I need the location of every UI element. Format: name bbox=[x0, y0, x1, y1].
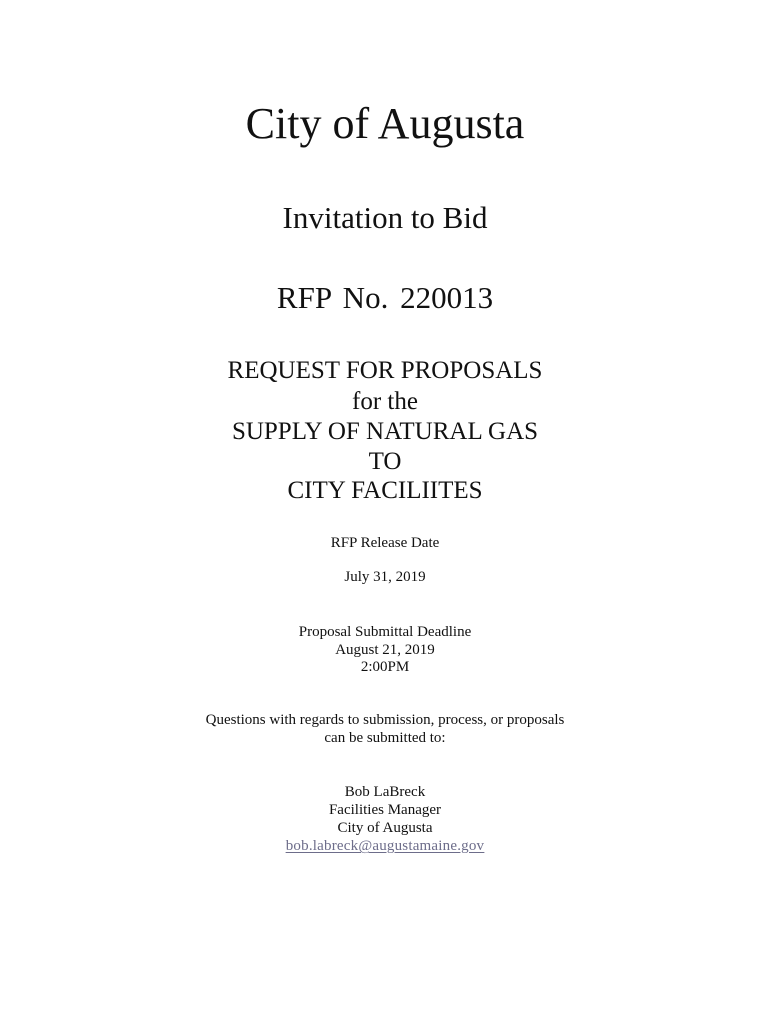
rfp-heading-line: SUPPLY OF NATURAL GAS bbox=[231, 418, 539, 445]
city-title: City of Augusta bbox=[245, 99, 525, 148]
release-date-value: July 31, 2019 bbox=[344, 569, 426, 585]
rfp-heading-line: REQUEST FOR PROPOSALS bbox=[227, 357, 543, 384]
contact-email-link[interactable]: bob.labreck@augustamaine.gov bbox=[285, 838, 485, 854]
contact-organization: City of Augusta bbox=[337, 820, 433, 836]
contact-title: Facilities Manager bbox=[328, 802, 442, 818]
rfp-number: RFP No. 220013 bbox=[276, 280, 494, 315]
deadline-label: Proposal Submittal Deadline bbox=[298, 624, 472, 640]
deadline-time: 2:00PM bbox=[360, 659, 410, 675]
rfp-heading-line: for the bbox=[352, 388, 418, 415]
release-date-label: RFP Release Date bbox=[330, 535, 440, 551]
deadline-date: August 21, 2019 bbox=[335, 642, 435, 658]
contact-name: Bob LaBreck bbox=[344, 784, 426, 800]
invitation-heading: Invitation to Bid bbox=[282, 200, 488, 235]
contact-email-line bbox=[0, 839, 770, 854]
rfp-heading-line: TO bbox=[368, 448, 402, 475]
rfp-heading-line: CITY FACILIITES bbox=[287, 477, 483, 504]
questions-text: can be submitted to: bbox=[324, 730, 446, 746]
questions-text: Questions with regards to submission, process, or proposals bbox=[205, 712, 565, 728]
